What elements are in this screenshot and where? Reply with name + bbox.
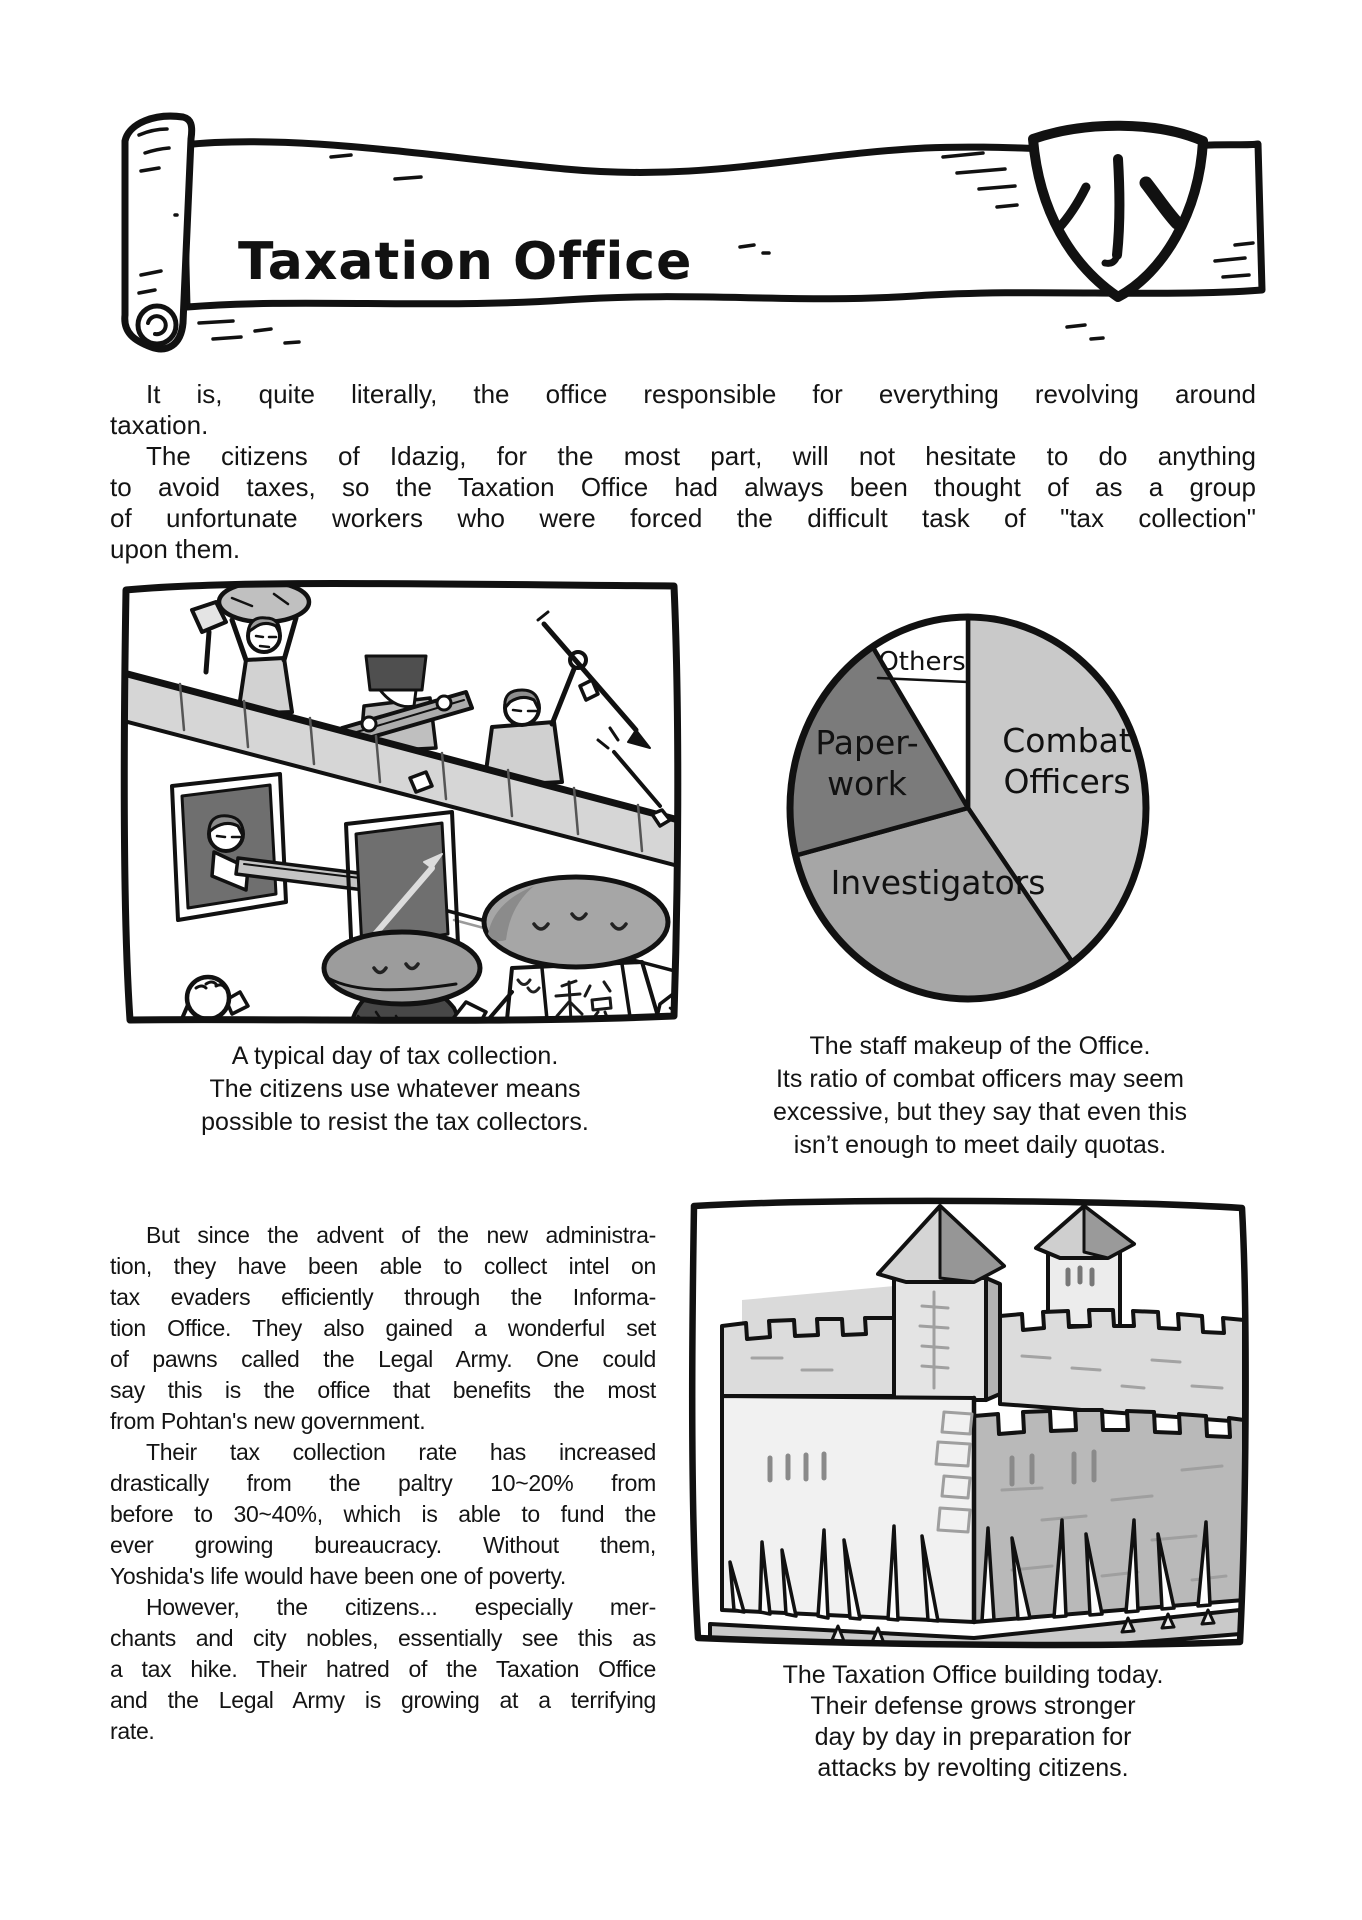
- text-line: say this is the office that benefits the most: [110, 1377, 656, 1403]
- text-line: of unfortunate workers who were forced the difficult task of "tax collection": [110, 503, 1256, 533]
- text-line: taxation.: [110, 410, 209, 440]
- pie-label-paper-work: Paper-work: [815, 723, 919, 803]
- text-line: ever growing bureaucracy. Without them,: [110, 1532, 656, 1558]
- text-line: However, the citizens... especially mer-: [146, 1594, 656, 1620]
- caption-line: The Taxation Office building today.: [782, 1661, 1164, 1689]
- caption-line: Its ratio of combat officers may seem: [775, 1065, 1185, 1093]
- text-line: chants and city nobles, essentially see this as: [110, 1625, 656, 1651]
- caption-line: The citizens use whatever means: [209, 1075, 581, 1103]
- page-title: Taxation Office: [238, 232, 693, 292]
- text-line: of pawns called the Legal Army. One could: [110, 1346, 656, 1372]
- caption-line: excessive, but they say that even this: [772, 1098, 1188, 1126]
- text-line: a tax hike. Their hatred of the Taxation Office: [110, 1656, 656, 1682]
- text-line: But since the advent of the new administra-: [146, 1222, 656, 1248]
- text-line: tion Office. They also gained a wonderful set: [110, 1315, 656, 1341]
- pie-slices: [790, 617, 1146, 999]
- caption-line: possible to resist the tax collectors.: [201, 1108, 589, 1136]
- building-caption: [690, 1660, 1256, 1784]
- text-line: upon them.: [110, 534, 241, 564]
- text-line: from Pohtan's new government.: [110, 1408, 426, 1434]
- text-line: to avoid taxes, so the Taxation Office had always been thought of as a group: [110, 472, 1256, 502]
- title-scroll-banner: [95, 95, 1270, 357]
- riot-caption: [130, 1040, 660, 1139]
- text-line: before to 30~40%, which is able to fund the: [110, 1501, 656, 1527]
- text-line: Yoshida's life would have been one of poverty.: [110, 1563, 567, 1589]
- caption-line: day by day in preparation for: [814, 1723, 1132, 1751]
- staff-pie-chart: [770, 600, 1170, 1012]
- caption-line: The staff makeup of the Office.: [809, 1032, 1151, 1060]
- body-text-column: [110, 1220, 656, 1747]
- pie-label-combat-officers: Combat Officers: [1002, 721, 1132, 801]
- text-line: tion, they have been able to collect intel on: [110, 1253, 656, 1279]
- caption-line: Their defense grows stronger: [810, 1692, 1136, 1720]
- caption-line: A typical day of tax collection.: [231, 1042, 559, 1070]
- text-line: It is, quite literally, the office responsible for everything revolving around: [146, 379, 1256, 409]
- building-illustration-panel: [682, 1190, 1260, 1658]
- pie-label-others: Others: [878, 647, 966, 677]
- text-line: The citizens of Idazig, for the most part, will not hesitate to do anything: [146, 441, 1256, 471]
- text-line: and the Legal Army is growing at a terrifying: [110, 1687, 656, 1713]
- caption-line: isn’t enough to meet daily quotas.: [793, 1131, 1167, 1159]
- riot-illustration-panel: [114, 572, 692, 1034]
- text-line: Their tax collection rate has increased: [146, 1439, 656, 1465]
- caption-line: attacks by revolting citizens.: [817, 1754, 1129, 1782]
- tax-collector-big: [484, 877, 668, 1030]
- chart-caption: [700, 1030, 1260, 1162]
- intro-paragraphs: [110, 379, 1256, 565]
- text-line: rate.: [110, 1718, 155, 1744]
- text-line: tax evaders efficiently through the Informa-: [110, 1284, 656, 1310]
- pie-label-investigators: Investigators: [830, 863, 1046, 902]
- text-line: drastically from the paltry 10~20% from: [110, 1470, 656, 1496]
